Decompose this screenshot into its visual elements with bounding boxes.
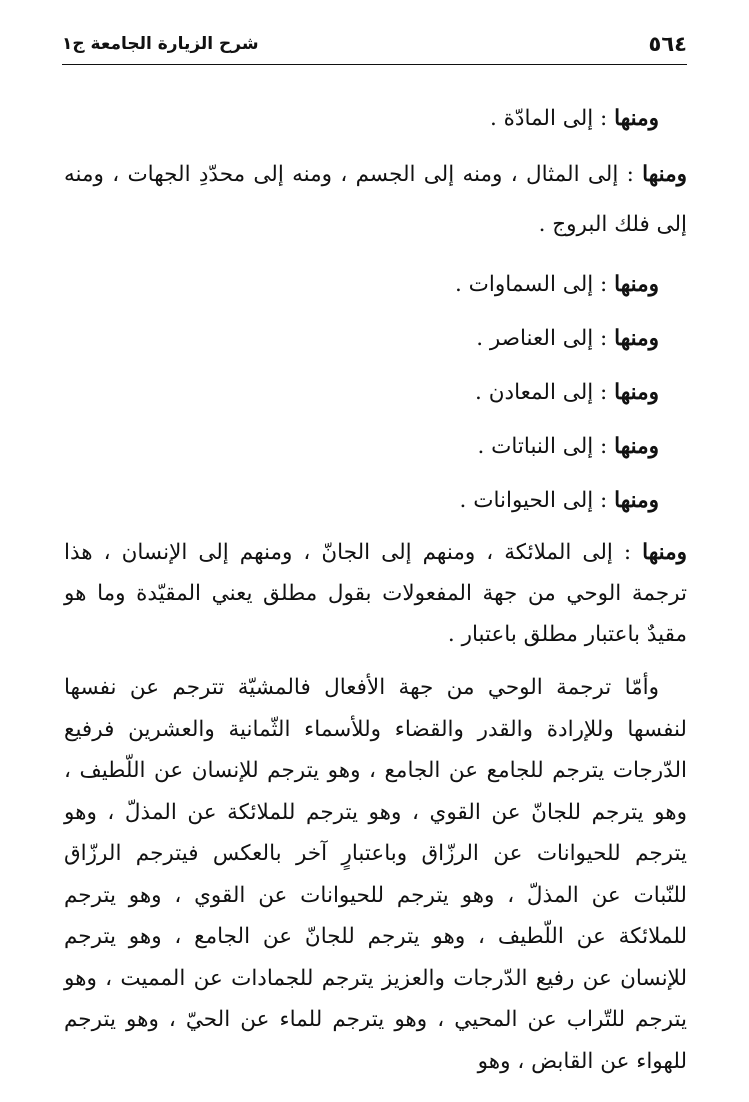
entry-text: : إلى المعادن . [475,380,615,405]
entry-lead: ومنها [614,434,659,459]
entry-lead: ومنها [642,162,687,187]
entry-lead: ومنها [614,488,659,513]
header-rule [62,64,687,65]
entry-lead: ومنها [614,326,659,351]
page-header [62,28,687,60]
entry-angels [64,532,687,655]
entry-text: : إلى السماوات . [455,272,615,297]
running-title: شرح الزيارة الجامعة ج١ [62,34,259,54]
entry-matter [64,94,687,148]
entry-text: : إلى الحيوانات . [459,488,615,513]
page-number: ٥٦٤ [648,32,687,56]
entry-minerals [64,368,687,422]
entry-lead: ومنها [614,272,659,297]
entry-text: : إلى المادّة . [489,106,615,131]
entry-text: : إلى العناصر . [476,326,615,351]
entry-examples [64,150,687,250]
entry-lead: ومنها [642,540,687,565]
entry-plants [64,422,687,476]
entry-lead: ومنها [614,106,659,131]
entry-text: : إلى المثال ، ومنه إلى الجسم ، ومنه إلى محدّدِ الجهات ، ومنه إلى فلك البروج . [64,162,687,237]
entry-heavens [64,260,687,314]
entry-text: : إلى الملائكة ، ومنهم إلى الجانّ ، ومنهم إلى الإنسان ، هذا ترجمة الوحي من جهة المفعولات بقول مطلق يعني المقيّدة وما هو مقيدٌ باعتبار مطلق باعتبار . [64,540,687,647]
entry-animals [64,476,687,530]
entry-lead: ومنها [614,380,659,405]
body-paragraph: وأمّا ترجمة الوحي من جهة الأفعال فالمشيّة تترجم عن نفسها لنفسها وللإرادة والقدر والقضاء وللأسماء الثّمانية والعشرين فرفيع الدّرجات يترجم للجامع عن الجامع ، وهو يترجم للإنسان عن اللّطيف ، وهو يترجم للجانّ عن القوي ، وهو يترجم للملائكة عن المذلّ ، وهو يترجم للحيوانات عن الرزّاق وباعتبارٍ آخر بالعكس فيترجم الرزّاق للنّبات عن المذلّ ، وهو يترجم للحيوانات عن القوي ، وهو يترجم للملائكة عن اللّطيف ، وهو يترجم للجانّ عن الجامع ، وهو يترجم للإنسان عن رفيع الدّرجات والعزيز يترجم للجمادات عن المميت ، وهو يترجم للتّراب عن المحيي ، وهو يترجم للماء عن الحيّ ، وهو يترجم للهواء عن القابض ، وهو [64,675,687,1074]
entry-text: : إلى النباتات . [477,434,615,459]
spacer [64,250,687,260]
page-body [64,94,687,1082]
entry-elements [64,314,687,368]
